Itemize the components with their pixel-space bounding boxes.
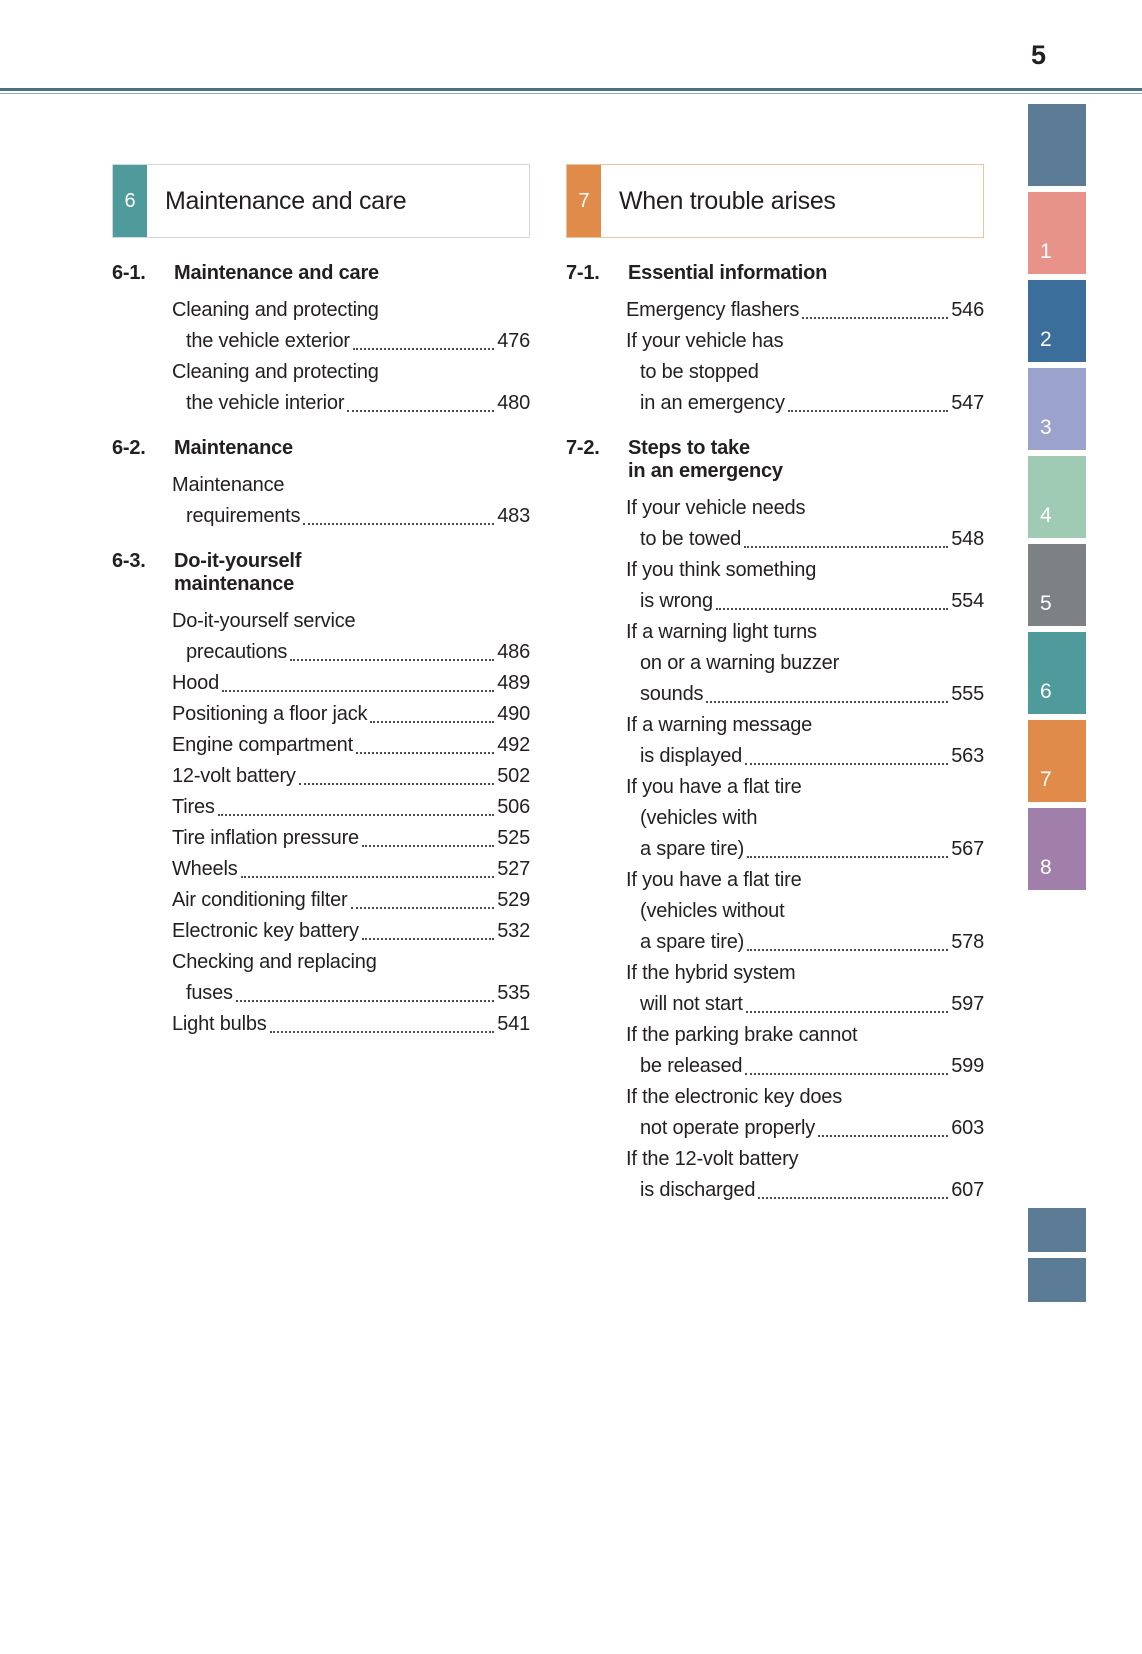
entry-page-number: 480 — [497, 392, 530, 414]
entry-last-line — [626, 524, 984, 555]
toc-section — [566, 262, 984, 419]
entry-text-line: If the electronic key does — [626, 1086, 843, 1108]
toc-entry[interactable] — [112, 854, 530, 885]
header-rule-secondary — [0, 93, 1142, 94]
side-tab-6 — [1028, 632, 1086, 714]
toc-entry[interactable] — [566, 865, 984, 958]
toc-entry[interactable] — [566, 772, 984, 865]
entry-list — [566, 295, 984, 419]
side-tab-label: 3 — [1040, 416, 1052, 439]
entry-text-line: If your vehicle needs — [626, 497, 806, 519]
entry-last-line — [172, 730, 530, 761]
entry-page-number: 476 — [497, 330, 530, 352]
leader-dots — [758, 1197, 948, 1199]
entry-last-line — [172, 1009, 530, 1040]
section-heading[interactable] — [112, 550, 530, 596]
side-tab-5 — [1028, 544, 1086, 626]
entry-last-line — [172, 978, 530, 1009]
entry-text-line: Cleaning and protecting — [172, 299, 379, 321]
toc-entry[interactable] — [112, 699, 530, 730]
entry-list — [566, 493, 984, 1206]
entry-text-line: Do-it-yourself service — [172, 610, 356, 632]
entry-last-line — [172, 854, 530, 885]
entry-list — [112, 606, 530, 1040]
entry-text-line: If a warning light turns — [626, 621, 817, 643]
entry-page-number: 599 — [951, 1055, 984, 1077]
toc-entry[interactable] — [112, 295, 530, 357]
side-tab-7 — [1028, 720, 1086, 802]
side-tab-blank — [1028, 104, 1086, 186]
section-name: Do-it-yourself maintenance — [174, 550, 302, 595]
entry-title: to be towed — [640, 528, 742, 550]
entry-title: precautions — [186, 641, 288, 663]
leader-dots — [351, 907, 495, 909]
toc-entry[interactable] — [112, 470, 530, 532]
section-number: 6-2. — [112, 437, 146, 459]
leader-dots — [745, 1073, 948, 1075]
entry-text-line: to be stopped — [640, 361, 759, 383]
section-name: Maintenance — [174, 437, 293, 459]
leader-dots — [241, 876, 495, 878]
entry-title: Positioning a floor jack — [172, 703, 368, 725]
entry-page-number: 547 — [951, 392, 984, 414]
toc-column-right — [566, 164, 984, 1224]
entry-text-line: If the 12-volt battery — [626, 1148, 799, 1170]
header-rule — [0, 88, 1142, 91]
toc-entry[interactable] — [566, 710, 984, 772]
entry-title: Emergency flashers — [626, 299, 800, 321]
section-heading[interactable] — [566, 437, 984, 483]
toc-entry[interactable] — [112, 1009, 530, 1040]
entry-page-number: 541 — [497, 1013, 530, 1035]
entry-last-line — [626, 741, 984, 772]
section-number: 6-1. — [112, 262, 146, 284]
toc-entry[interactable] — [566, 617, 984, 710]
toc-entry[interactable] — [112, 730, 530, 761]
leader-dots — [218, 814, 495, 816]
section-number: 7-2. — [566, 437, 600, 459]
entry-page-number: 527 — [497, 858, 530, 880]
leader-dots — [747, 856, 948, 858]
entry-last-line — [172, 823, 530, 854]
entry-page-number: 567 — [951, 838, 984, 860]
chapter-title: Maintenance and care — [165, 186, 407, 215]
side-tab-4 — [1028, 456, 1086, 538]
entry-title: the vehicle exterior — [186, 330, 350, 352]
toc-section — [566, 437, 984, 1206]
entry-text-line: Cleaning and protecting — [172, 361, 379, 383]
entry-title: Hood — [172, 672, 220, 694]
section-name-continued: in an emergency — [628, 460, 783, 482]
side-tab-label: 6 — [1040, 680, 1052, 703]
side-tab-label: 8 — [1040, 856, 1052, 879]
entry-last-line — [172, 637, 530, 668]
leader-dots — [356, 752, 494, 754]
side-tab-label: 7 — [1040, 768, 1052, 791]
entry-title: not operate properly — [640, 1117, 816, 1139]
entry-page-number: 607 — [951, 1179, 984, 1201]
entry-last-line — [626, 388, 984, 419]
entry-page-number: 603 — [951, 1117, 984, 1139]
entry-last-line — [626, 989, 984, 1020]
entry-last-line — [626, 1051, 984, 1082]
side-tab-3 — [1028, 368, 1086, 450]
entry-last-line — [172, 501, 530, 532]
toc-entry[interactable] — [112, 823, 530, 854]
leader-dots — [745, 763, 948, 765]
toc-entry[interactable] — [566, 295, 984, 326]
entry-text-line: Checking and replacing — [172, 951, 377, 973]
leader-dots — [370, 721, 494, 723]
toc-section — [112, 262, 530, 419]
side-tab-1 — [1028, 192, 1086, 274]
entry-last-line — [626, 586, 984, 617]
side-tab-label: 4 — [1040, 504, 1052, 527]
chapter-side-tabs — [1028, 104, 1086, 896]
entry-text-line: If the hybrid system — [626, 962, 796, 984]
entry-page-number: 535 — [497, 982, 530, 1004]
entry-list — [112, 295, 530, 419]
leader-dots — [362, 938, 494, 940]
toc-entry[interactable] — [566, 555, 984, 617]
entry-title: Electronic key battery — [172, 920, 359, 942]
entry-page-number: 483 — [497, 505, 530, 527]
entry-title: is displayed — [640, 745, 743, 767]
entry-last-line — [626, 1113, 984, 1144]
entry-title: requirements — [186, 505, 301, 527]
entry-text-line: Maintenance — [172, 474, 285, 496]
entry-title: Light bulbs — [172, 1013, 267, 1035]
entry-last-line — [172, 668, 530, 699]
entry-title: Tires — [172, 796, 215, 818]
entry-title: in an emergency — [640, 392, 785, 414]
entry-title: 12-volt battery — [172, 765, 296, 787]
toc-entry[interactable] — [112, 947, 530, 1009]
section-list — [566, 262, 984, 1206]
section-number: 6-3. — [112, 550, 146, 572]
entry-title: a spare tire) — [640, 931, 745, 953]
toc-entry[interactable] — [566, 1020, 984, 1082]
entry-text-line: If the parking brake cannot — [626, 1024, 858, 1046]
leader-dots — [744, 546, 948, 548]
leader-dots — [222, 690, 494, 692]
leader-dots — [706, 701, 948, 703]
entry-last-line — [172, 699, 530, 730]
entry-page-number: 486 — [497, 641, 530, 663]
entry-list — [112, 470, 530, 532]
section-number: 7-1. — [566, 262, 600, 284]
leader-dots — [299, 783, 494, 785]
leader-dots — [236, 1000, 494, 1002]
entry-page-number: 555 — [951, 683, 984, 705]
section-name-continued: maintenance — [174, 573, 295, 595]
entry-text-line: If you have a flat tire — [626, 776, 802, 798]
toc-entry[interactable] — [566, 1082, 984, 1144]
entry-text-line: If you think something — [626, 559, 817, 581]
entry-title: will not start — [640, 993, 743, 1015]
entry-last-line — [626, 295, 984, 326]
entry-last-line — [172, 326, 530, 357]
entry-text-line: (vehicles without — [640, 900, 785, 922]
entry-page-number: 502 — [497, 765, 530, 787]
chapter-number: 7 — [567, 165, 601, 237]
entry-text-line: If your vehicle has — [626, 330, 784, 352]
entry-page-number: 525 — [497, 827, 530, 849]
leader-dots — [362, 845, 494, 847]
leader-dots — [353, 348, 494, 350]
chapter-side-tabs-bottom — [1028, 1208, 1086, 1308]
entry-title: a spare tire) — [640, 838, 745, 860]
page-number: 5 — [1030, 40, 1046, 70]
entry-page-number: 563 — [951, 745, 984, 767]
toc-entry[interactable] — [112, 606, 530, 668]
entry-last-line — [626, 1175, 984, 1206]
section-name: Maintenance and care — [174, 262, 379, 284]
section-heading[interactable] — [566, 262, 984, 285]
side-tab-label: 1 — [1040, 240, 1052, 263]
entry-last-line — [172, 792, 530, 823]
entry-page-number: 546 — [951, 299, 984, 321]
entry-page-number: 554 — [951, 590, 984, 612]
entry-text-line: (vehicles with — [640, 807, 758, 829]
entry-last-line — [172, 388, 530, 419]
leader-dots — [747, 949, 948, 951]
entry-last-line — [172, 916, 530, 947]
entry-page-number: 490 — [497, 703, 530, 725]
section-heading[interactable] — [112, 437, 530, 460]
entry-title: sounds — [640, 683, 704, 705]
leader-dots — [290, 659, 494, 661]
entry-page-number: 532 — [497, 920, 530, 942]
entry-title: be released — [640, 1055, 743, 1077]
entry-page-number: 529 — [497, 889, 530, 911]
section-name: Essential information — [628, 262, 828, 284]
section-name: Steps to take in an emergency — [628, 437, 783, 482]
toc-entry[interactable] — [112, 761, 530, 792]
toc-entry[interactable] — [566, 958, 984, 1020]
toc-entry[interactable] — [566, 493, 984, 555]
leader-dots — [788, 410, 948, 412]
leader-dots — [746, 1011, 948, 1013]
toc-section — [112, 550, 530, 1040]
side-tab-blank — [1028, 1258, 1086, 1302]
toc-section — [112, 437, 530, 532]
leader-dots — [802, 317, 948, 319]
toc-entry[interactable] — [112, 916, 530, 947]
side-tab-8 — [1028, 808, 1086, 890]
toc-entry[interactable] — [566, 1144, 984, 1206]
entry-page-number: 492 — [497, 734, 530, 756]
chapter-banner[interactable] — [112, 164, 530, 238]
section-heading[interactable] — [112, 262, 530, 285]
side-tab-2 — [1028, 280, 1086, 362]
section-list — [112, 262, 530, 1040]
side-tab-blank — [1028, 1208, 1086, 1252]
toc-entry[interactable] — [112, 885, 530, 916]
entry-last-line — [626, 927, 984, 958]
toc-entry[interactable] — [112, 668, 530, 699]
entry-title: Air conditioning filter — [172, 889, 348, 911]
entry-text-line: on or a warning buzzer — [640, 652, 840, 674]
entry-page-number: 548 — [951, 528, 984, 550]
entry-page-number: 578 — [951, 931, 984, 953]
entry-title: is discharged — [640, 1179, 756, 1201]
toc-entry[interactable] — [112, 792, 530, 823]
chapter-title: When trouble arises — [619, 186, 836, 215]
entry-last-line — [626, 679, 984, 710]
entry-title: fuses — [186, 982, 233, 1004]
leader-dots — [303, 523, 494, 525]
leader-dots — [347, 410, 494, 412]
entry-title: Engine compartment — [172, 734, 353, 756]
toc-entry[interactable] — [112, 357, 530, 419]
entry-last-line — [172, 761, 530, 792]
side-tab-label: 2 — [1040, 328, 1052, 351]
entry-last-line — [626, 834, 984, 865]
chapter-number: 6 — [113, 165, 147, 237]
side-tab-label: 5 — [1040, 592, 1052, 615]
chapter-banner[interactable] — [566, 164, 984, 238]
leader-dots — [270, 1031, 495, 1033]
leader-dots — [716, 608, 948, 610]
entry-page-number: 489 — [497, 672, 530, 694]
leader-dots — [818, 1135, 948, 1137]
entry-title: is wrong — [640, 590, 713, 612]
entry-page-number: 506 — [497, 796, 530, 818]
entry-title: Wheels — [172, 858, 238, 880]
toc-column-left — [112, 164, 530, 1058]
entry-last-line — [172, 885, 530, 916]
entry-title: the vehicle interior — [186, 392, 345, 414]
entry-title: Tire inflation pressure — [172, 827, 359, 849]
entry-text-line: If you have a flat tire — [626, 869, 802, 891]
entry-text-line: If a warning message — [626, 714, 813, 736]
entry-page-number: 597 — [951, 993, 984, 1015]
toc-entry[interactable] — [566, 326, 984, 419]
